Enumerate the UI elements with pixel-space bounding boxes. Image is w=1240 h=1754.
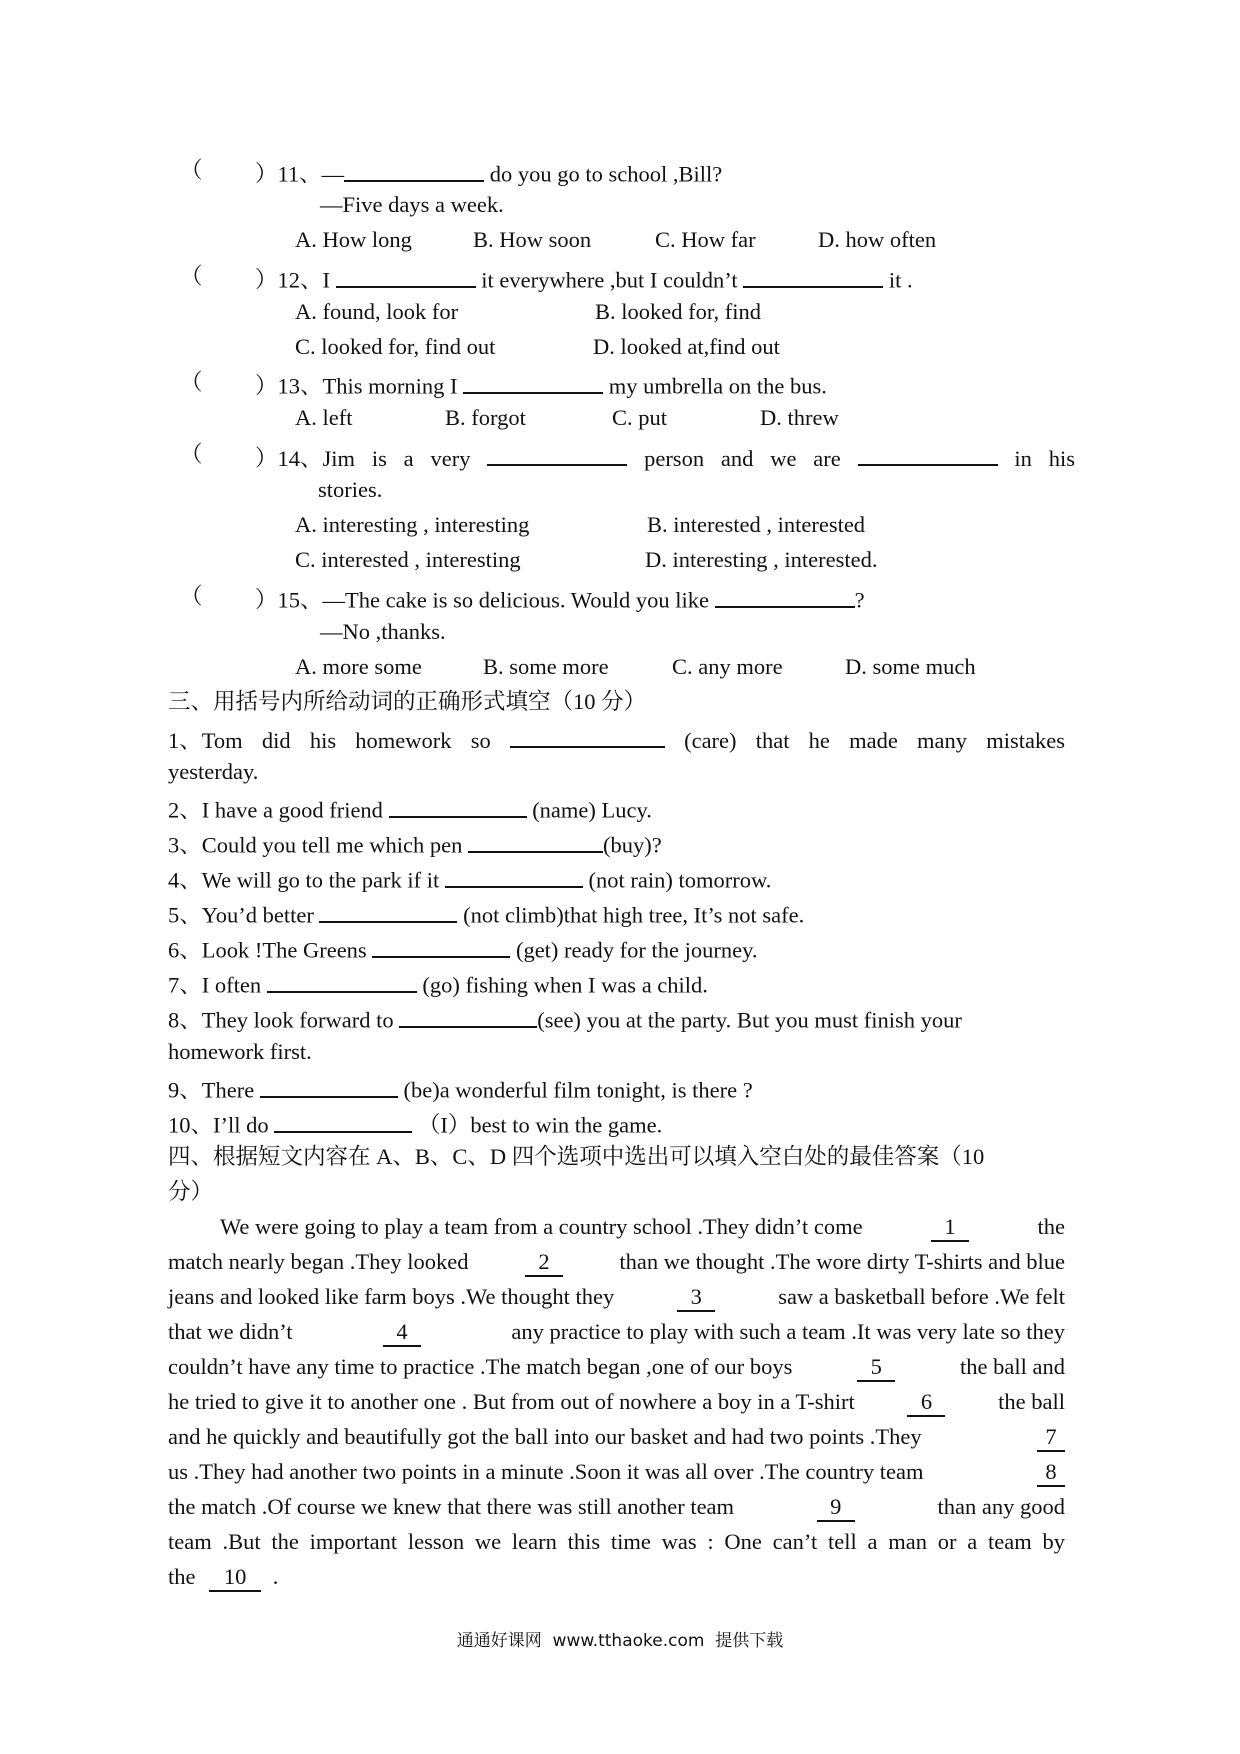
q13-stem: ）13、This morning I my umbrella on the bus. [255, 368, 827, 402]
cloze-line: the 10 . [168, 1562, 278, 1592]
q12-option-c[interactable]: C. looked for, find out [295, 334, 496, 359]
q11-option-b[interactable]: B. How soon [473, 227, 592, 252]
s3-item-1: 1、Tom did his homework so (care) that he made many mistakes [168, 722, 1065, 756]
q15-paren: （ [180, 584, 203, 609]
s3-item-8: 8、They look forward to (see) you at the party. But you must finish your [168, 1002, 1065, 1036]
footer-source: 通通好课网 www.tthaoke.com 提供下载 [456, 1631, 784, 1651]
cloze-blank[interactable]: 3 [677, 1285, 715, 1312]
cloze-line: We were going to play a team from a country school .They didn’t come 1 the [220, 1212, 1065, 1242]
q11-line [180, 156, 203, 186]
cloze-blank[interactable]: 7 [1037, 1425, 1065, 1452]
answer-blank[interactable] [445, 862, 583, 888]
cloze-line: jeans and looked like farm boys .We thought they 3 saw a basketball before .We felt [168, 1282, 1065, 1312]
answer-blank[interactable] [715, 582, 855, 608]
cloze-blank[interactable]: 10 [209, 1565, 261, 1592]
q11-option-c[interactable]: C. How far [655, 227, 756, 252]
q13-option-c[interactable]: C. put [612, 405, 668, 430]
s3-item-6: 6、Look !The Greens (get) ready for the journey. [168, 932, 758, 966]
q12-option-a[interactable]: A. found, look for [295, 299, 459, 324]
answer-blank[interactable] [468, 827, 603, 853]
answer-blank[interactable] [463, 368, 603, 394]
answer-blank[interactable] [260, 1072, 398, 1098]
cloze-line: and he quickly and beautifully got the ball into our basket and had two points .They 7 [168, 1422, 1065, 1452]
cloze-blank[interactable]: 9 [817, 1495, 855, 1522]
cloze-blank[interactable]: 1 [931, 1215, 969, 1242]
cloze-blank[interactable]: 4 [383, 1320, 421, 1347]
cloze-blank[interactable]: 2 [525, 1250, 563, 1277]
q11-paren: （ [180, 158, 203, 183]
cloze-line: he tried to give it to another one . But from out of nowhere a boy in a T-shirt 6 the ball [168, 1387, 1065, 1417]
answer-blank[interactable] [399, 1002, 537, 1028]
s3-item-10: 10、I’ll do （I）best to win the game. [168, 1107, 662, 1141]
q15-option-d[interactable]: D. some much [845, 654, 976, 679]
q13-paren: （ [180, 370, 203, 395]
answer-blank[interactable] [336, 262, 476, 288]
answer-blank[interactable] [510, 722, 665, 748]
answer-blank[interactable] [372, 932, 510, 958]
q13-option-d[interactable]: D. threw [760, 405, 839, 430]
q14-paren: （ [180, 442, 203, 467]
s3-item-1-cont: yesterday. [168, 759, 259, 784]
answer-blank[interactable] [344, 156, 484, 182]
q15-option-b[interactable]: B. some more [483, 654, 609, 679]
answer-blank[interactable] [487, 440, 627, 466]
s3-item-5: 5、You’d better (not climb)that high tree, It’s not safe. [168, 897, 804, 931]
q14-option-d[interactable]: D. interesting , interested. [645, 547, 878, 572]
s3-item-7: 7、I often (go) fishing when I was a child. [168, 967, 708, 1001]
cloze-line: couldn’t have any time to practice .The match began ,one of our boys 5 the ball and [168, 1352, 1065, 1382]
q14-option-b[interactable]: B. interested , interested [647, 512, 866, 537]
q11-option-d[interactable]: D. how often [818, 227, 937, 252]
s3-item-9: 9、There (be)a wonderful film tonight, is there ? [168, 1072, 753, 1106]
q15-response: —No ,thanks. [320, 619, 446, 644]
q12-paren: （ [180, 264, 203, 289]
s3-item-2: 2、I have a good friend (name) Lucy. [168, 792, 652, 826]
q11-stem: ）11、— do you go to school ,Bill? [255, 156, 722, 190]
cloze-blank[interactable]: 6 [907, 1390, 945, 1417]
answer-blank[interactable] [389, 792, 527, 818]
answer-blank[interactable] [743, 262, 883, 288]
q11-response: —Five days a week. [320, 192, 504, 217]
answer-blank[interactable] [858, 440, 998, 466]
cloze-line: the match .Of course we knew that there was still another team 9 than any good [168, 1492, 1065, 1522]
answer-blank[interactable] [274, 1107, 412, 1133]
cloze-blank[interactable]: 8 [1037, 1460, 1065, 1487]
s3-item-3: 3、Could you tell me which pen (buy)? [168, 827, 662, 861]
cloze-blank[interactable]: 5 [857, 1355, 895, 1382]
answer-blank[interactable] [319, 897, 457, 923]
q15-stem: ）15、—The cake is so delicious. Would you like ? [255, 582, 865, 616]
q12-option-d[interactable]: D. looked at,find out [593, 334, 780, 359]
q14-option-a[interactable]: A. interesting , interesting [295, 512, 530, 537]
q15-option-c[interactable]: C. any more [672, 654, 783, 679]
answer-blank[interactable] [267, 967, 417, 993]
section3-heading: 三、用括号内所给动词的正确形式填空（10 分） [168, 689, 647, 714]
q13-option-a[interactable]: A. left [295, 405, 353, 430]
section4-heading: 四、根据短文内容在 A、B、C、D 四个选项中选出可以填入空白处的最佳答案（10 [168, 1144, 985, 1169]
cloze-line: that we didn’t 4 any practice to play with such a team .It was very late so they [168, 1317, 1065, 1347]
q12-stem: ）12、I it everywhere ,but I couldn’t it . [255, 262, 913, 296]
q14-stem: ）14、Jim is a very person and we are in his [255, 440, 1075, 474]
q14-continuation: stories. [318, 477, 383, 502]
section4-heading-cont: 分） [168, 1179, 214, 1204]
q14-option-c[interactable]: C. interested , interesting [295, 547, 521, 572]
s3-item-4: 4、We will go to the park if it (not rain) tomorrow. [168, 862, 771, 896]
q15-option-a[interactable]: A. more some [295, 654, 422, 679]
q13-option-b[interactable]: B. forgot [445, 405, 526, 430]
s3-item-8-cont: homework first. [168, 1039, 312, 1064]
q11-option-a[interactable]: A. How long [295, 227, 412, 252]
q12-option-b[interactable]: B. looked for, find [595, 299, 761, 324]
cloze-line: team .But the important lesson we learn this time was : One can’t tell a man or a team by [168, 1529, 1065, 1554]
cloze-line: match nearly began .They looked 2 than we thought .The wore dirty T-shirts and blue [168, 1247, 1065, 1277]
cloze-line: us .They had another two points in a minute .Soon it was all over .The country team 8 [168, 1457, 1065, 1487]
